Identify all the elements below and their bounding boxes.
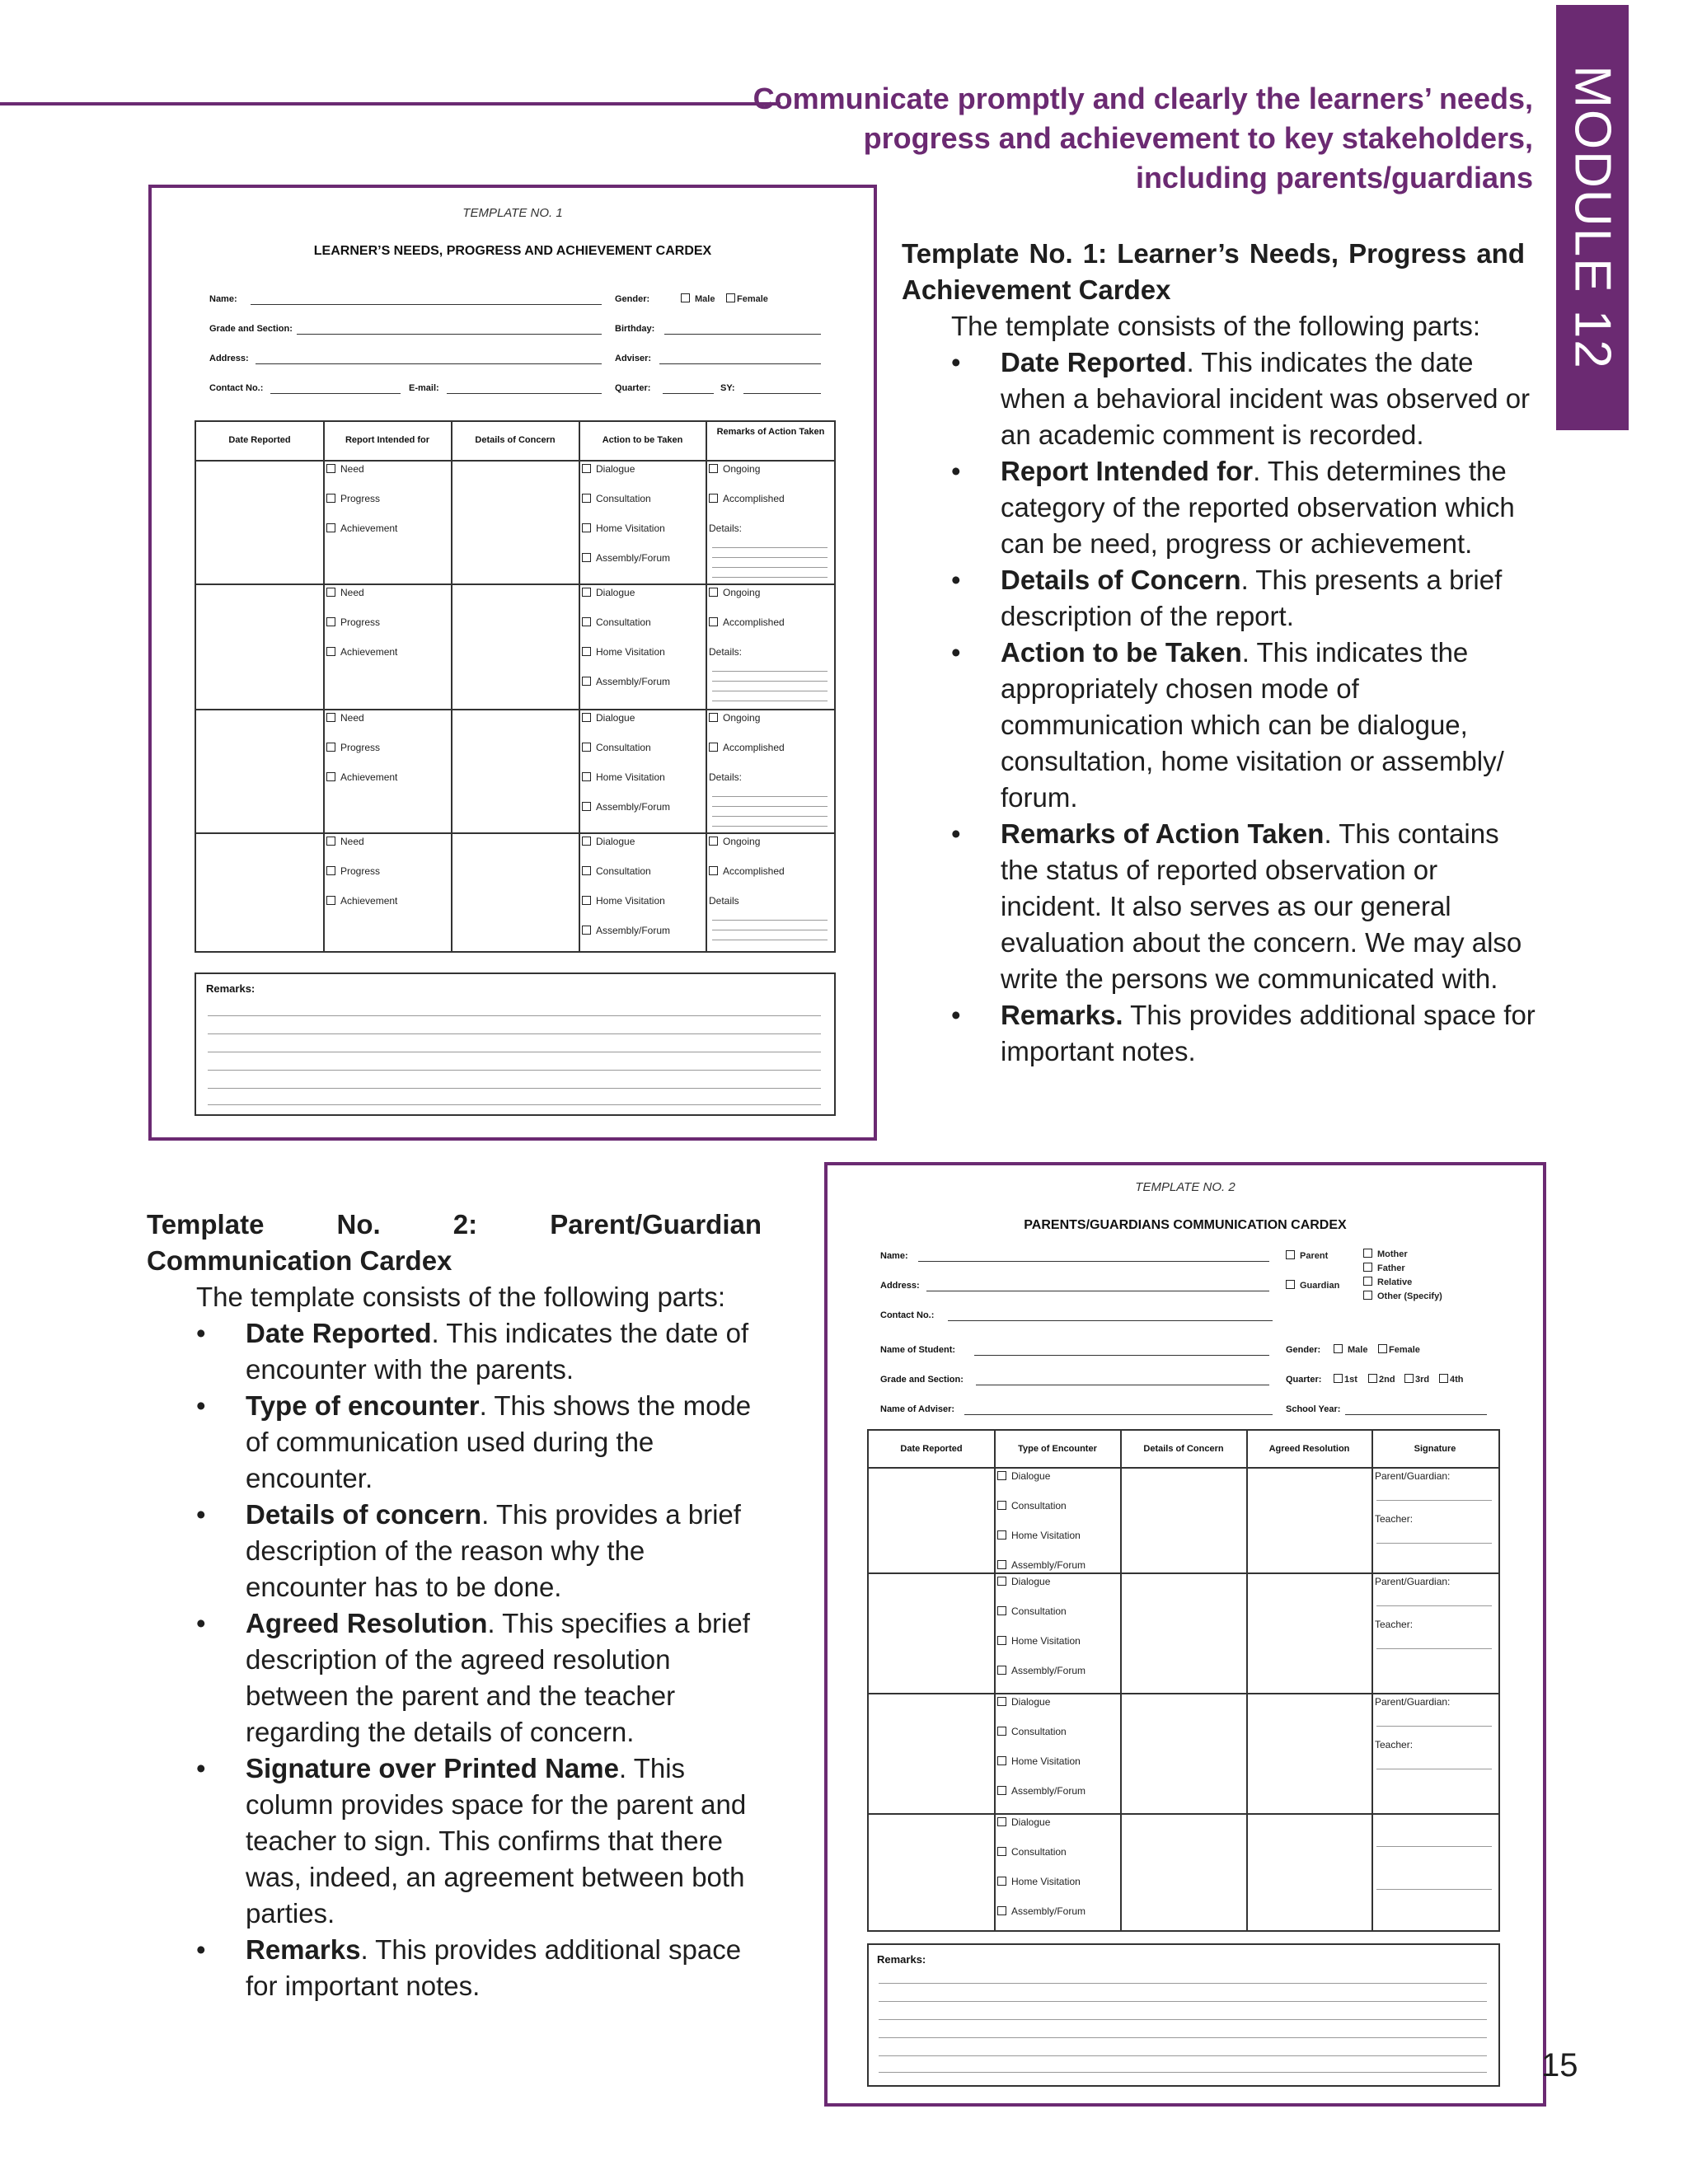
t1-col-action: Action to be Taken [602,435,683,445]
t1-home-visitation-checkbox[interactable]: Home Visitation [582,771,665,783]
section1-item: • Report Intended for. This determines the category of the reported observation which can be need, progress or achievement. [951,453,1536,562]
t2-sign-line [1376,1500,1492,1501]
t1-details-label: Details: [709,646,743,658]
t1-name-label: Name: [209,294,237,304]
t2-remarks-line [879,2001,1487,2002]
t1-grade-label: Grade and Section: [209,324,293,334]
t2-student-label: Name of Student: [880,1345,956,1355]
t2-parent-sign-label: Parent/Guardian: [1375,1470,1451,1482]
t1-details-line [712,557,828,558]
t2-home-visitation-checkbox[interactable]: Home Visitation [997,1876,1081,1887]
t1-name-line [251,304,602,305]
t1-need-checkbox[interactable]: Need [326,587,364,598]
t1-sy-label: SY: [720,383,735,393]
t1-consultation-checkbox[interactable]: Consultation [582,493,651,504]
t1-achievement-checkbox[interactable]: Achievement [326,771,397,783]
t1-col-remarks: Remarks of Action Taken [716,427,825,437]
t1-ongoing-checkbox[interactable]: Ongoing [709,836,760,847]
t1-accomplished-checkbox[interactable]: Accomplished [709,616,785,628]
section2-item: • Date Reported. This indicates the date of encounter with the parents. [196,1315,765,1388]
t2-row-divider [869,1572,1498,1574]
t2-school-year-label: School Year: [1286,1404,1341,1414]
t1-dialogue-checkbox[interactable]: Dialogue [582,836,635,847]
t2-col-encounter: Type of Encounter [1018,1444,1097,1454]
t2-quarter-label: Quarter: [1286,1375,1322,1385]
section1-item: • Remarks. This provides additional space for important notes. [951,997,1536,1070]
t2-mother-checkbox[interactable]: Mother [1363,1249,1408,1259]
t1-details-line [712,681,828,682]
t1-consultation-checkbox[interactable]: Consultation [582,616,651,628]
header-line: including parents/guardians [1135,161,1533,194]
t1-col-divider [579,422,580,951]
t1-col-date: Date Reported [228,435,291,445]
t2-dialogue-checkbox[interactable]: Dialogue [997,1470,1050,1482]
t2-home-visitation-checkbox[interactable]: Home Visitation [997,1755,1081,1767]
t1-row-divider [196,583,834,585]
t2-teacher-sign-label: Teacher: [1375,1739,1414,1750]
t2-dialogue-checkbox[interactable]: Dialogue [997,1696,1050,1708]
t2-consultation-checkbox[interactable]: Consultation [997,1846,1067,1858]
t2-parent-sign-label: Parent/Guardian: [1375,1576,1451,1587]
t2-assembly-checkbox[interactable]: Assembly/Forum [997,1559,1085,1571]
t1-ongoing-checkbox[interactable]: Ongoing [709,712,760,724]
t1-adviser-label: Adviser: [615,354,652,363]
template1-frame [148,185,877,1141]
module-tab-label: MODULE 12 [1564,65,1621,370]
t1-details-label: Details [709,895,739,907]
section2-item: • Remarks. This provides additional space for important notes. [196,1932,765,2004]
t1-col-divider [451,422,452,951]
t2-parent-sign-label: Parent/Guardian: [1375,1696,1451,1708]
t2-dialogue-checkbox[interactable]: Dialogue [997,1576,1050,1587]
t1-row-divider [196,832,834,834]
t1-remarks-label: Remarks: [206,982,256,995]
header-rule [0,102,781,105]
t1-dialogue-checkbox[interactable]: Dialogue [582,463,635,475]
t2-name-label: Name: [880,1251,908,1261]
t1-quarter-label: Quarter: [615,383,651,393]
t2-remarks-line [879,2055,1487,2056]
t1-details-line [712,796,828,797]
t2-assembly-checkbox[interactable]: Assembly/Forum [997,1665,1085,1676]
t1-col-report: Report Intended for [345,435,430,445]
t1-need-checkbox[interactable]: Need [326,712,364,724]
t2-q1-checkbox[interactable]: 1st [1334,1374,1357,1385]
t1-sy-line [743,393,821,394]
section1-intro: The template consists of the following parts: [951,311,1480,341]
section2-item: • Details of concern. This provides a brief description of the reason why the encounter has to be done. [196,1497,765,1605]
t1-female-checkbox[interactable]: Female [726,293,768,304]
t1-remarks-line [208,1070,821,1071]
t2-relative-checkbox[interactable]: Relative [1363,1277,1412,1287]
t1-quarter-line [663,393,714,394]
t1-details-line [712,567,828,568]
t1-row-divider [196,709,834,710]
t1-col-divider [706,422,707,951]
t2-contact-line [948,1320,1273,1321]
template2-title: PARENTS/GUARDIANS COMMUNICATION CARDEX [1024,1218,1347,1232]
t1-remarks-box [195,972,836,1116]
t1-home-visitation-checkbox[interactable]: Home Visitation [582,523,665,534]
t2-row-divider [869,1467,1498,1469]
t1-col-divider [323,422,325,951]
t1-grade-line [297,334,602,335]
section2-intro: The template consists of the following parts: [196,1282,725,1312]
t2-col-details: Details of Concern [1143,1444,1224,1454]
template1-title: LEARNER’S NEEDS, PROGRESS AND ACHIEVEMENT CARDEX [313,244,712,258]
t2-table [867,1429,1500,1932]
t1-address-line [256,363,602,364]
t1-details-label: Details: [709,523,743,534]
t1-assembly-checkbox[interactable]: Assembly/Forum [582,552,670,564]
t1-accomplished-checkbox[interactable]: Accomplished [709,865,785,877]
t2-col-resolution: Agreed Resolution [1268,1444,1350,1454]
t1-table [195,420,836,953]
t1-dialogue-checkbox[interactable]: Dialogue [582,587,635,598]
t1-assembly-checkbox[interactable]: Assembly/Forum [582,801,670,813]
t1-progress-checkbox[interactable]: Progress [326,865,380,877]
section1-item: • Action to be Taken. This indicates the appropriately chosen mode of communication which can be dialogue, consultation, home visitation or assembly/ forum. [951,635,1536,816]
t2-parent-checkbox[interactable]: Parent [1286,1250,1328,1261]
t2-remarks-line [879,2072,1487,2073]
t1-remarks-line [208,1015,821,1016]
t1-need-checkbox[interactable]: Need [326,463,364,475]
t2-q3-checkbox[interactable]: 3rd [1404,1374,1429,1385]
t1-dialogue-checkbox[interactable]: Dialogue [582,712,635,724]
t2-col-divider [994,1431,996,1930]
section2-title: Template No. 2: Parent/Guardian Communication Cardex [147,1209,762,1276]
t2-other-checkbox[interactable]: Other (Specify) [1363,1291,1442,1301]
header-line: progress and achievement to key stakeholders, [863,121,1533,155]
t1-details-line [712,920,828,921]
t2-adviser-line [964,1414,1273,1415]
t2-q2-checkbox[interactable]: 2nd [1368,1374,1395,1385]
t2-remarks-box [867,1943,1500,2087]
t2-grade-label: Grade and Section: [880,1375,964,1385]
t1-home-visitation-checkbox[interactable]: Home Visitation [582,895,665,907]
t1-consultation-checkbox[interactable]: Consultation [582,865,651,877]
t2-assembly-checkbox[interactable]: Assembly/Forum [997,1785,1085,1797]
t1-details-label: Details: [709,771,743,783]
t2-teacher-sign-label: Teacher: [1375,1619,1414,1630]
t2-home-visitation-checkbox[interactable]: Home Visitation [997,1635,1081,1647]
page-number: 15 [1541,2047,1578,2083]
t1-need-checkbox[interactable]: Need [326,836,364,847]
t2-school-year-line [1345,1414,1487,1415]
t1-details-line [712,671,828,672]
t1-accomplished-checkbox[interactable]: Accomplished [709,493,785,504]
t2-assembly-checkbox[interactable]: Assembly/Forum [997,1905,1085,1917]
t1-details-line [712,547,828,548]
t2-father-checkbox[interactable]: Father [1363,1263,1405,1273]
t1-adviser-line [659,363,821,364]
t1-ongoing-checkbox[interactable]: Ongoing [709,463,760,475]
t1-assembly-checkbox[interactable]: Assembly/Forum [582,925,670,936]
section2-item: • Signature over Printed Name. This column provides space for the parent and teacher to sign. This confirms that there was, indeed, an agreement between both parties. [196,1750,765,1932]
t1-male-checkbox[interactable]: Male [681,293,715,304]
t2-sign-line [1376,1726,1492,1727]
t2-col-date: Date Reported [900,1444,963,1454]
t2-consultation-checkbox[interactable]: Consultation [997,1726,1067,1737]
t1-assembly-checkbox[interactable]: Assembly/Forum [582,676,670,687]
t1-birthday-label: Birthday: [615,324,655,334]
module-tab [1556,5,1629,430]
t2-sign-line [1376,1889,1492,1890]
t1-email-label: E-mail: [409,383,439,393]
t2-remarks-label: Remarks: [877,1953,926,1966]
t1-email-line [447,393,602,394]
t2-remarks-line [879,1983,1487,1984]
section1-item: • Date Reported. This indicates the date when a behavioral incident was observed or an academic comment is recorded. [951,344,1536,453]
t1-achievement-checkbox[interactable]: Achievement [326,523,397,534]
t2-name-line [918,1261,1269,1262]
section2-item: • Agreed Resolution. This specifies a brief description of the agreed resolution between the parent and the teacher regarding the details of concern. [196,1605,765,1750]
t2-row-divider [869,1693,1498,1694]
t1-ongoing-checkbox[interactable]: Ongoing [709,587,760,598]
t1-accomplished-checkbox[interactable]: Accomplished [709,742,785,753]
t2-male-checkbox[interactable]: Male [1334,1344,1367,1355]
t1-remarks-line [208,1088,821,1089]
t2-remarks-line [879,2037,1487,2038]
t2-female-checkbox[interactable]: Female [1378,1344,1420,1355]
t1-details-line [712,806,828,807]
t1-remarks-line [208,1104,821,1105]
t2-teacher-sign-label: Teacher: [1375,1513,1414,1525]
t2-student-line [974,1355,1269,1356]
template2-frame [824,1162,1546,2107]
t1-consultation-checkbox[interactable]: Consultation [582,742,651,753]
t2-home-visitation-checkbox[interactable]: Home Visitation [997,1530,1081,1541]
template2-caption: TEMPLATE NO. 2 [1135,1180,1236,1194]
section2-list [196,1315,765,2004]
t2-col-divider [1246,1431,1248,1930]
t2-address-label: Address: [880,1281,920,1291]
t2-col-divider [1372,1431,1373,1930]
t1-achievement-checkbox[interactable]: Achievement [326,895,397,907]
t2-guardian-checkbox[interactable]: Guardian [1286,1280,1339,1291]
header-heading [742,79,1533,198]
t2-row-divider [869,1813,1498,1815]
t2-sign-line [1376,1543,1492,1544]
t1-progress-checkbox[interactable]: Progress [326,493,380,504]
t2-consultation-checkbox[interactable]: Consultation [997,1500,1067,1511]
t1-details-line [712,816,828,817]
t2-adviser-label: Name of Adviser: [880,1404,955,1414]
t1-details-line [712,826,828,827]
t1-gender-label: Gender: [615,294,650,304]
t2-consultation-checkbox[interactable]: Consultation [997,1605,1067,1617]
t2-col-divider [1120,1431,1122,1930]
section1-item: • Details of Concern. This presents a brief description of the report. [951,562,1536,635]
t2-q4-checkbox[interactable]: 4th [1439,1374,1464,1385]
t2-sign-line [1376,1648,1492,1649]
t2-sign-line [1376,1846,1492,1847]
t1-col-details: Details of Concern [475,435,556,445]
header-line: Communicate promptly and clearly the learners’ needs, [753,82,1533,115]
t1-achievement-checkbox[interactable]: Achievement [326,646,397,658]
t1-address-label: Address: [209,354,249,363]
t2-gender-label: Gender: [1286,1345,1321,1355]
section2-item: • Type of encounter. This shows the mode of communication used during the encounter. [196,1388,765,1497]
t1-details-line [712,577,828,578]
t2-remarks-line [879,2019,1487,2020]
t2-sign-line [1376,1605,1492,1606]
t1-contact-line [270,393,401,394]
t1-progress-checkbox[interactable]: Progress [326,616,380,628]
t2-contact-label: Contact No.: [880,1310,935,1320]
t1-row-divider [196,460,834,462]
t1-remarks-line [208,1033,821,1034]
section1-item: • Remarks of Action Taken. This contains the status of reported observation or incident. It also serves as our general evaluation about the concern. We may also write the persons we communicated with. [951,816,1536,997]
section1-list [951,344,1536,1070]
t2-col-signature: Signature [1414,1444,1456,1454]
t2-dialogue-checkbox[interactable]: Dialogue [997,1816,1050,1828]
t1-progress-checkbox[interactable]: Progress [326,742,380,753]
template1-caption: TEMPLATE NO. 1 [462,206,563,220]
t1-contact-label: Contact No.: [209,383,264,393]
section1-title: Template No. 1: Learner’s Needs, Progress and Achievement Cardex [902,238,1525,305]
t1-home-visitation-checkbox[interactable]: Home Visitation [582,646,665,658]
t1-birthday-line [664,334,821,335]
